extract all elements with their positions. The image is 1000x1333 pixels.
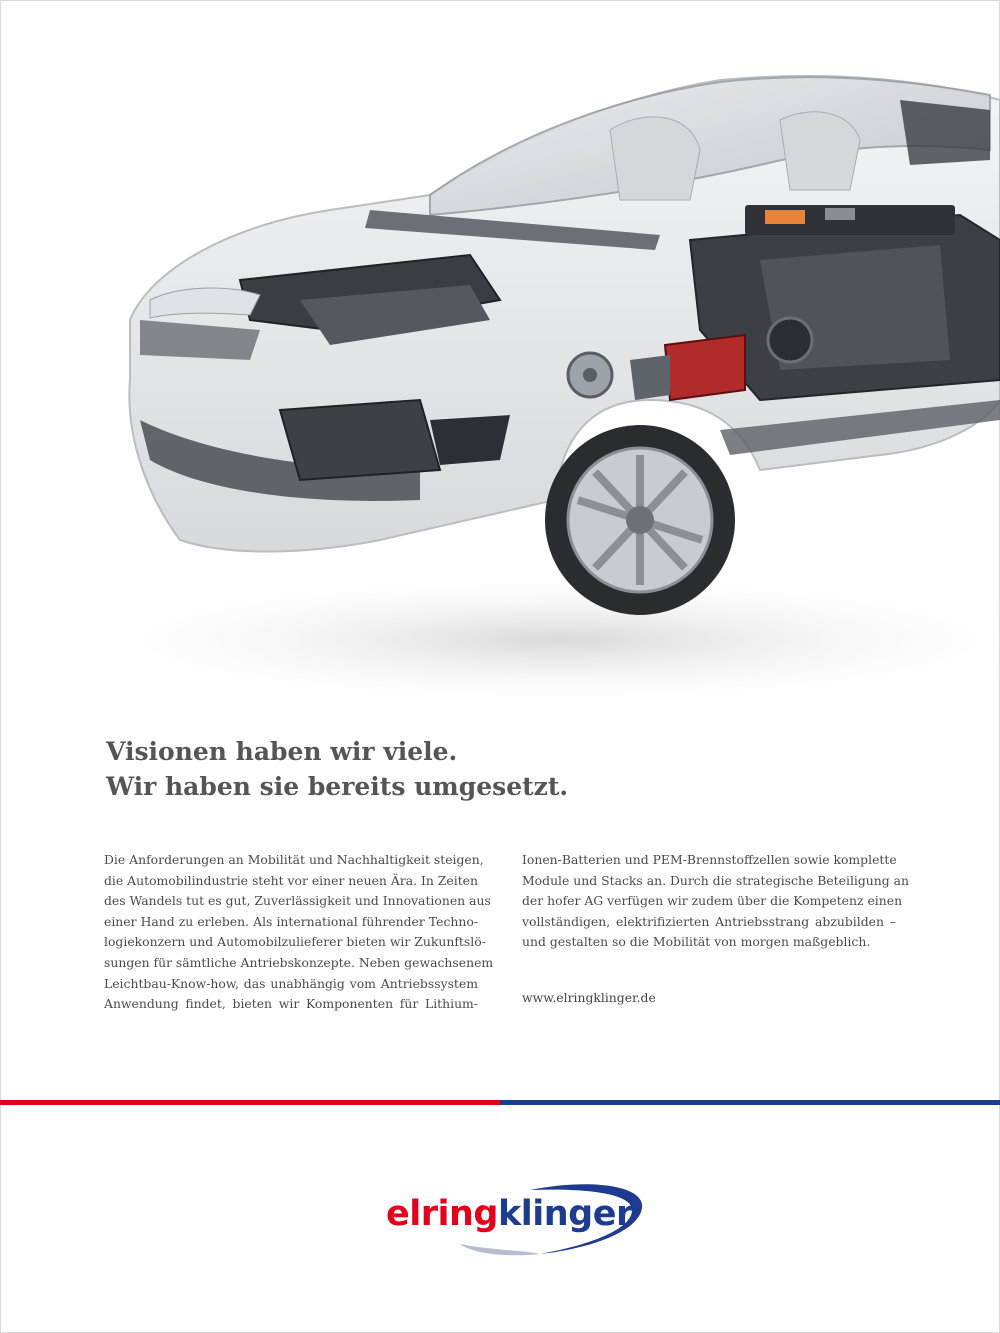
body-column-left xyxy=(104,850,494,1015)
body-line: Ionen-Batterien und PEM-Brennstoffzellen sowie komplette xyxy=(522,852,897,867)
headline-line-2: Wir haben sie bereits umgesetzt. xyxy=(106,772,569,801)
body-line: vollständigen, elektrifizierten Antriebsstrang abzubilden – xyxy=(522,913,896,929)
body-line: Anwendung findet, bieten wir Komponenten für Lithium- xyxy=(104,996,478,1012)
logo-word-elring: elring xyxy=(386,1194,498,1234)
body-line: der hofer AG verfügen wir zudem über die Kompetenz einen xyxy=(522,893,903,909)
body-line: einer Hand zu erleben. Als international führender Techno- xyxy=(104,913,478,929)
logo-word-klinger: klinger xyxy=(497,1194,633,1234)
body-line: Module und Stacks an. Durch die strategische Beteiligung an xyxy=(522,872,910,888)
elringklinger-logo xyxy=(380,1180,660,1260)
headline-line-1: Visionen haben wir viele. xyxy=(106,737,458,766)
body-line: sungen für sämtliche Antriebskonzepte. Neben gewachsenem xyxy=(104,954,494,970)
body-column-right xyxy=(522,850,910,953)
logo-wordmark xyxy=(386,1194,633,1234)
body-line: des Wandels tut es gut, Zuverlässigkeit und Innovationen aus xyxy=(104,893,491,909)
body-line: Die Anforderungen an Mobilität und Nachhaltigkeit steigen, xyxy=(104,852,484,867)
body-line: die Automobilindustrie steht vor einer neuen Ära. In Zeiten xyxy=(104,872,478,888)
divider-blue xyxy=(500,1100,1000,1105)
body-line: logiekonzern und Automobilzulieferer bieten wir Zukunftslö- xyxy=(104,934,486,950)
body-line: Leichtbau-Know-how, das unabhängig vom Antriebssystem xyxy=(104,975,478,991)
website-link[interactable]: www.elringklinger.de xyxy=(522,990,656,1005)
body-line: und gestalten so die Mobilität von morgen maßgeblich. xyxy=(522,934,871,950)
divider-red xyxy=(0,1100,500,1105)
headline xyxy=(106,734,806,804)
